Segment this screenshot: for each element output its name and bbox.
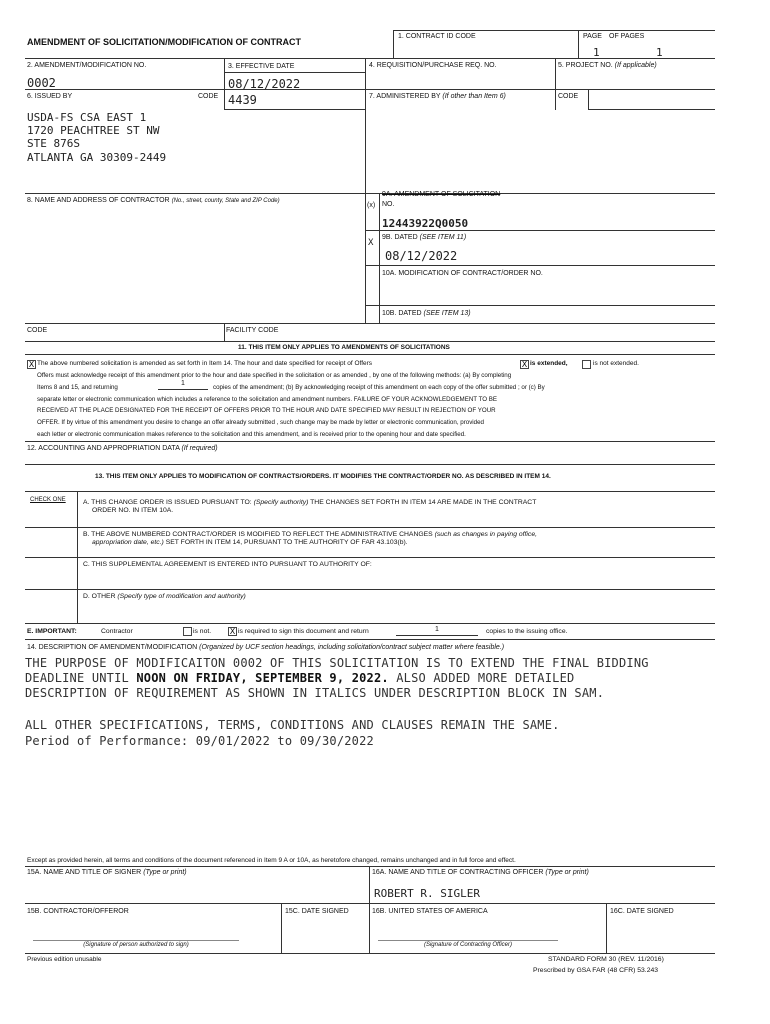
item-16a-label bbox=[372, 869, 589, 876]
is-required-checkbox[interactable]: X bbox=[229, 627, 236, 636]
rule-v-x-col bbox=[379, 193, 380, 323]
item-16c-label: 16C. DATE SIGNED bbox=[610, 908, 674, 915]
contract-id-label: 1. CONTRACT ID CODE bbox=[398, 33, 476, 40]
item-11-line-1: The above numbered solicitation is amended as set forth in Item 14. The hour and date specified for receipt of Offers bbox=[37, 360, 373, 367]
description-line-2-head: DEADLINE UNTIL bbox=[25, 671, 137, 685]
item-11-line-3b: copies of the amendment; (b) By acknowledging receipt of this amendment on each copy of the offer submitted ; or (c) By bbox=[213, 384, 545, 391]
officer-signature-caption bbox=[378, 942, 558, 948]
rule-above-important bbox=[25, 623, 715, 624]
contractor-signature-caption bbox=[33, 942, 239, 948]
is-required-label: is required to sign this document and return bbox=[238, 628, 369, 635]
item-14-label bbox=[27, 644, 504, 651]
important-contractor: Contractor bbox=[101, 628, 133, 635]
except-clause: Except as provided herein, all terms and conditions of the document referenced in Item 9 A or 10A, as heretofore changed, remains unchanged and in full force and effect. bbox=[27, 857, 516, 864]
rule-v-item15c bbox=[281, 903, 282, 954]
contractor-signature-line[interactable] bbox=[33, 940, 239, 941]
item-13a-text: A. THIS CHANGE ORDER IS ISSUED PURSUANT TO: bbox=[83, 499, 252, 506]
is-not-checkbox[interactable] bbox=[183, 627, 192, 636]
important-copies-value[interactable]: 1 bbox=[396, 626, 478, 636]
effective-date-value: 08/12/2022 bbox=[228, 77, 301, 91]
rule-v-item16a bbox=[369, 866, 370, 954]
item-15b-label: 15B. CONTRACTOR/OFFEROR bbox=[27, 908, 129, 915]
previous-edition-note: Previous edition unusable bbox=[27, 956, 102, 963]
description-line-1: THE PURPOSE OF MODIFICAITON 0002 OF THIS SOLICITATION IS TO EXTEND THE FINAL BIDDING bbox=[25, 656, 649, 670]
effective-date-label: 3. EFFECTIVE DATE bbox=[228, 63, 295, 70]
amendment-no-value: 0002 bbox=[27, 76, 56, 90]
is-not-label: is not. bbox=[193, 628, 212, 635]
item-13b-line-2 bbox=[92, 540, 408, 547]
admin-code-label: CODE bbox=[558, 93, 579, 100]
rule-above-item14 bbox=[25, 639, 715, 640]
item-9b-x-mark: X bbox=[368, 238, 374, 248]
item-11-checkbox[interactable]: X bbox=[28, 360, 35, 369]
contractor-code-label: CODE bbox=[27, 327, 48, 334]
rule-bottom bbox=[25, 953, 715, 954]
issued-address-line-1: USDA-FS CSA EAST 1 bbox=[27, 111, 147, 124]
contractor-text: 8. NAME AND ADDRESS OF CONTRACTOR bbox=[27, 197, 170, 204]
item-13b-note: (such as changes in paying office, bbox=[434, 531, 538, 538]
rule-v-item5 bbox=[555, 58, 556, 110]
project-no-label bbox=[558, 62, 657, 69]
item-9a-no: NO. bbox=[382, 201, 395, 208]
item-13a-line-1 bbox=[83, 500, 536, 507]
item-11-line-3a: Items 8 and 15, and returning bbox=[37, 384, 118, 391]
item-13a-line-2: ORDER NO. IN ITEM 10A. bbox=[92, 507, 174, 514]
project-no-text: 5. PROJECT NO. bbox=[558, 62, 613, 69]
rule-above-item9b bbox=[365, 230, 715, 231]
issued-address-line-3: STE 876S bbox=[27, 137, 80, 150]
item-13b-line-1 bbox=[83, 532, 537, 539]
item-10a-label: 10A. MODIFICATION OF CONTRACT/ORDER NO. bbox=[382, 270, 543, 277]
form-title: AMENDMENT OF SOLICITATION/MODIFICATION OF CONTRACT bbox=[27, 37, 301, 47]
item-15a-label bbox=[27, 869, 187, 876]
item-13c-line: C. THIS SUPPLEMENTAL AGREEMENT IS ENTERED INTO PURSUANT TO AUTHORITY OF: bbox=[83, 561, 372, 568]
item-15a-note: (Type or print) bbox=[143, 869, 187, 876]
pages-value: 1 bbox=[656, 46, 663, 59]
issued-by-label: 6. ISSUED BY bbox=[27, 93, 73, 100]
rule-below-item6 bbox=[224, 109, 365, 110]
rule-above-item15b bbox=[25, 903, 715, 904]
description-line-2 bbox=[25, 671, 574, 685]
rule-row-b bbox=[25, 527, 715, 528]
item-11-line-4: separate letter or electronic communication which includes a reference to the solicitation and amendment numbers. FAILURE OF YOUR ACKNOWLEDGEMENT TO BE bbox=[37, 396, 498, 403]
administered-by-label bbox=[369, 93, 506, 100]
item-12-text: 12. ACCOUNTING AND APPROPRIATION DATA bbox=[27, 445, 180, 452]
contractor-note: (No., street, county, State and ZIP Code) bbox=[171, 198, 280, 204]
rule-above-item12 bbox=[25, 441, 715, 442]
item-13d-text: D. OTHER bbox=[83, 593, 116, 600]
rule-above-code bbox=[25, 323, 715, 324]
issued-address-line-4: ATLANTA GA 30309-2449 bbox=[27, 151, 167, 164]
amendment-no-label: 2. AMENDMENT/MODIFICATION NO. bbox=[27, 62, 147, 69]
administered-text: 7. ADMINISTERED BY bbox=[369, 93, 441, 100]
not-extended-label: is not extended. bbox=[593, 360, 639, 367]
rule-v-item16c bbox=[606, 903, 607, 954]
rule-below-title bbox=[25, 58, 715, 59]
item-15a-text: 15A. NAME AND TITLE OF SIGNER bbox=[27, 869, 142, 876]
description-line-4: ALL OTHER SPECIFICATIONS, TERMS, CONDITIONS AND CLAUSES REMAIN THE SAME. bbox=[25, 718, 560, 732]
x-column-label: (x) bbox=[367, 202, 376, 209]
rule-row-d bbox=[25, 589, 715, 590]
rule-below-item11-title bbox=[25, 354, 715, 355]
issued-address-line-2: 1720 PEACHTREE ST NW bbox=[27, 124, 160, 137]
description-line-3: DESCRIPTION OF REQUIREMENT AS SHOWN IN ITALICS UNDER DESCRIPTION BLOCK IN SAM. bbox=[25, 686, 605, 700]
administered-note: (If other than Item 6) bbox=[442, 93, 506, 100]
facility-code-label: FACILITY CODE bbox=[226, 327, 279, 334]
description-line-2-tail: ALSO ADDED MORE DETAILED bbox=[388, 671, 575, 685]
issued-code-label: CODE bbox=[198, 93, 219, 100]
project-no-note: (If applicable) bbox=[614, 62, 657, 69]
item-13d-note: (Specify type of modification and authority) bbox=[117, 593, 246, 600]
rule-below-row2-label bbox=[25, 89, 715, 90]
rule-above-item10a bbox=[365, 265, 715, 266]
item-11-line-5: RECEIVED AT THE PLACE DESIGNATED FOR THE RECEIPT OF OFFERS PRIOR TO THE HOUR AND DATE SPECIFIED MAY RESULT IN REJECTION OF YOUR bbox=[37, 407, 496, 414]
of-pages-label: OF PAGES bbox=[609, 33, 645, 40]
item-14-note: (Organized by UCF section headings, including solicitation/contract subject matter where feasible.) bbox=[199, 644, 505, 651]
item-13b-text: B. THE ABOVE NUMBERED CONTRACT/ORDER IS MODIFIED TO REFLECT THE ADMINISTRATIVE CHANGES bbox=[83, 531, 433, 538]
contractor-label bbox=[27, 197, 280, 204]
item-13b-tail: SET FORTH IN ITEM 14, PURSUANT TO THE AUTHORITY OF FAR 43.103(b). bbox=[165, 539, 408, 546]
item-13-title: 13. THIS ITEM ONLY APPLIES TO MODIFICATION OF CONTRACTS/ORDERS. IT MODIFIES THE CONTRACT/ORDER NO. AS DESCRIBED IN ITEM 14. bbox=[95, 473, 551, 480]
rule-v-page bbox=[578, 30, 579, 58]
officer-signature-line[interactable] bbox=[378, 940, 558, 941]
rule-above-check bbox=[25, 491, 715, 492]
check-one-label: CHECK ONE bbox=[30, 497, 66, 503]
period-of-performance: Period of Performance: 09/01/2022 to 09/30/2022 bbox=[25, 734, 374, 748]
is-extended-label: is extended, bbox=[530, 360, 568, 367]
contracting-officer-name: ROBERT R. SIGLER bbox=[374, 887, 480, 900]
item-11-line-7: each letter or electronic communication makes reference to the solicitation and this amendment, and is received prior to the opening hour and date specified. bbox=[37, 431, 466, 438]
requisition-label: 4. REQUISITION/PURCHASE REQ. NO. bbox=[369, 62, 497, 69]
rule-v-item1 bbox=[393, 30, 394, 58]
item-16a-note: (Type or print) bbox=[545, 869, 589, 876]
item-10b-note: (SEE ITEM 13) bbox=[423, 310, 471, 317]
rule-above-item13 bbox=[25, 464, 715, 465]
item-11-line-2: Offers must acknowledge receipt of this amendment prior to the hour and date specified in the solicitation or as amended , by one of the following methods: (a) By completing bbox=[37, 372, 512, 379]
rule-v-facility bbox=[224, 323, 225, 341]
contractor-signature-caption-text: (Signature of person authorized to sign) bbox=[83, 942, 189, 948]
item-10b-text: 10B. DATED bbox=[382, 310, 422, 317]
rule-v-item3 bbox=[224, 58, 225, 110]
rule-v-item4 bbox=[365, 58, 366, 323]
rule-below-item3-label bbox=[224, 72, 365, 73]
page-label: PAGE bbox=[583, 33, 602, 40]
issued-code-value: 4439 bbox=[228, 93, 257, 107]
rule-above-item11 bbox=[25, 341, 715, 342]
item-16b-label: 16B. UNITED STATES OF AMERICA bbox=[372, 908, 488, 915]
not-extended-checkbox[interactable] bbox=[582, 360, 591, 369]
item-9a-label bbox=[382, 190, 500, 210]
item-12-label bbox=[27, 445, 218, 452]
item-10b-label bbox=[382, 310, 471, 317]
description-deadline: NOON ON FRIDAY, SEPTEMBER 9, 2022. bbox=[136, 671, 389, 685]
item-9b-note: (SEE ITEM 11) bbox=[419, 234, 467, 241]
item-9b-date: 08/12/2022 bbox=[385, 249, 458, 263]
rule-above-item10b bbox=[365, 305, 715, 306]
item-13a-tail: THE CHANGES SET FORTH IN ITEM 14 ARE MADE IN THE CONTRACT bbox=[310, 499, 537, 506]
item-11-copies-value[interactable]: 1 bbox=[158, 380, 208, 390]
important-copies-tail: copies to the issuing office. bbox=[486, 628, 568, 635]
item-12-note: (If required) bbox=[181, 445, 218, 452]
rule-row-c bbox=[25, 557, 715, 558]
item-11-line-6: OFFER. If by virtue of this amendment you desire to change an offer already submitted , such change may be made by letter or electronic communication, provided bbox=[37, 419, 484, 426]
solicitation-number: 12443922Q0050 bbox=[382, 217, 469, 230]
item-16a-text: 16A. NAME AND TITLE OF CONTRACTING OFFICER bbox=[372, 869, 544, 876]
item-15c-label: 15C. DATE SIGNED bbox=[285, 908, 349, 915]
rule-below-item7 bbox=[588, 109, 715, 110]
officer-signature-caption-text: (Signature of Contracting Officer) bbox=[423, 942, 513, 948]
item-9b-text: 9B. DATED bbox=[382, 234, 418, 241]
is-extended-checkbox[interactable]: X bbox=[521, 360, 528, 369]
item-13d-line bbox=[83, 594, 246, 601]
item-9a-text: 9A. AMENDMENT OF SOLICITATION bbox=[382, 191, 501, 198]
rule-above-item8 bbox=[25, 193, 365, 194]
item-9b-label bbox=[382, 234, 466, 241]
item-13a-note: (Specify authority) bbox=[253, 499, 309, 506]
prescribed-by-label: Prescribed by GSA FAR (48 CFR) 53.243 bbox=[533, 967, 659, 974]
item-11-title: 11. THIS ITEM ONLY APPLIES TO AMENDMENTS OF SOLICITATIONS bbox=[238, 344, 450, 351]
important-label: E. IMPORTANT: bbox=[27, 628, 77, 635]
rule-v-item7-code bbox=[588, 89, 589, 109]
rule-above-item15a bbox=[25, 866, 715, 867]
standard-form-label: STANDARD FORM 30 (REV. 11/2016) bbox=[548, 956, 664, 963]
item-13b-note-2: appropriation date, etc.) bbox=[92, 539, 164, 546]
item-14-text: 14. DESCRIPTION OF AMENDMENT/MODIFICATION bbox=[27, 644, 198, 651]
page-value: 1 bbox=[593, 46, 600, 59]
rule-top-right bbox=[393, 30, 715, 31]
